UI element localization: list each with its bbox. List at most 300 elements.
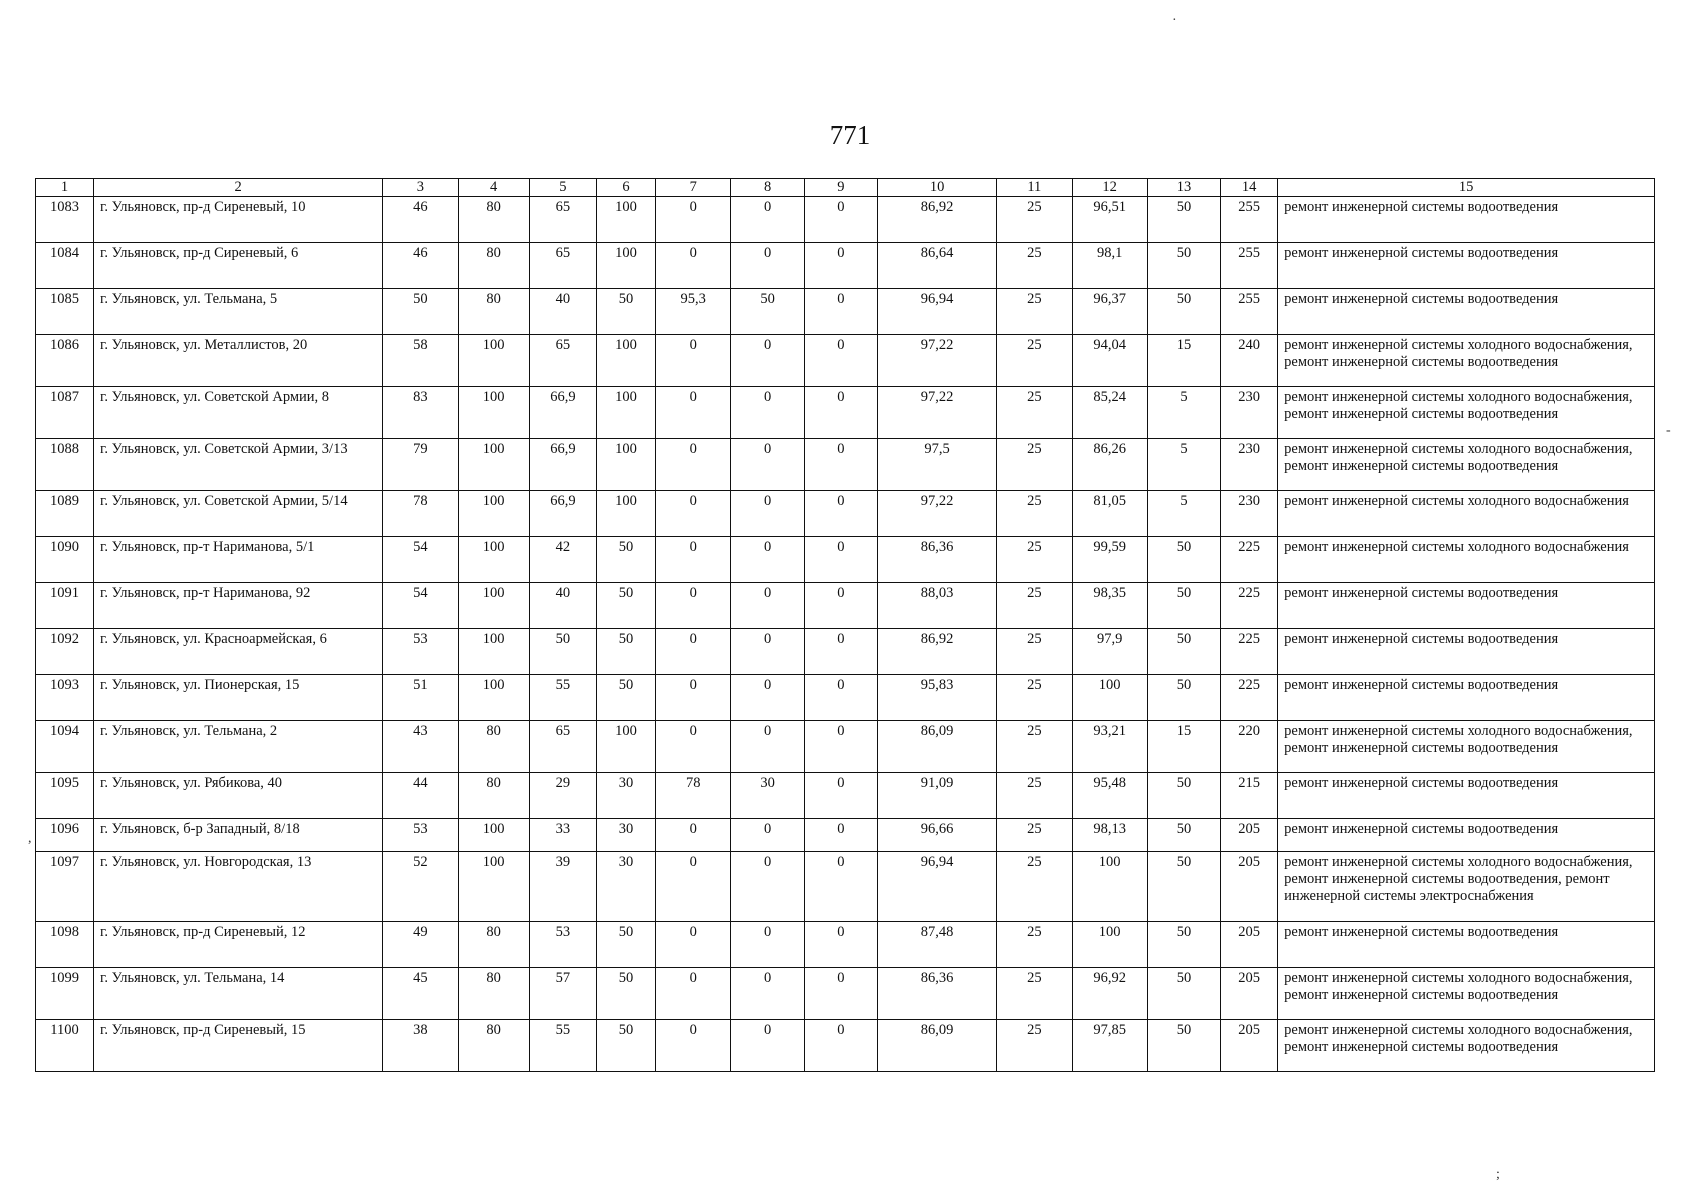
value-cell-12: 81,05 xyxy=(1072,491,1147,537)
value-cell-14: 225 xyxy=(1221,537,1278,583)
row-number-cell: 1097 xyxy=(36,852,94,922)
value-cell-4: 100 xyxy=(458,852,529,922)
address-cell: г. Ульяновск, ул. Советской Армии, 3/13 xyxy=(94,439,383,491)
value-cell-4: 80 xyxy=(458,289,529,335)
value-cell-3: 49 xyxy=(383,922,458,968)
value-cell-7: 0 xyxy=(656,1020,731,1072)
value-cell-10: 86,92 xyxy=(878,197,997,243)
address-cell: г. Ульяновск, пр-д Сиреневый, 10 xyxy=(94,197,383,243)
value-cell-6: 50 xyxy=(597,968,656,1020)
value-cell-10: 86,36 xyxy=(878,537,997,583)
value-cell-11: 25 xyxy=(997,197,1072,243)
value-cell-6: 30 xyxy=(597,819,656,852)
value-cell-11: 25 xyxy=(997,852,1072,922)
column-number-header: 13 xyxy=(1147,179,1220,197)
page-number: 771 xyxy=(829,120,871,150)
row-number-cell: 1090 xyxy=(36,537,94,583)
repair-works-cell: ремонт инженерной системы водоотведения xyxy=(1278,243,1655,289)
column-number-header: 9 xyxy=(804,179,877,197)
value-cell-5: 42 xyxy=(529,537,596,583)
column-number-header: 10 xyxy=(878,179,997,197)
value-cell-11: 25 xyxy=(997,922,1072,968)
row-number-cell: 1096 xyxy=(36,819,94,852)
value-cell-10: 88,03 xyxy=(878,583,997,629)
value-cell-3: 43 xyxy=(383,721,458,773)
value-cell-10: 96,94 xyxy=(878,852,997,922)
value-cell-4: 80 xyxy=(458,1020,529,1072)
value-cell-5: 55 xyxy=(529,1020,596,1072)
scan-speck: ; xyxy=(1496,1167,1500,1182)
value-cell-12: 100 xyxy=(1072,675,1147,721)
value-cell-9: 0 xyxy=(804,197,877,243)
row-number-cell: 1098 xyxy=(36,922,94,968)
address-cell: г. Ульяновск, пр-т Нариманова, 92 xyxy=(94,583,383,629)
value-cell-11: 25 xyxy=(997,968,1072,1020)
value-cell-7: 0 xyxy=(656,968,731,1020)
value-cell-5: 66,9 xyxy=(529,387,596,439)
value-cell-11: 25 xyxy=(997,675,1072,721)
value-cell-7: 0 xyxy=(656,197,731,243)
value-cell-7: 95,3 xyxy=(656,289,731,335)
value-cell-13: 50 xyxy=(1147,629,1220,675)
value-cell-5: 65 xyxy=(529,243,596,289)
value-cell-9: 0 xyxy=(804,439,877,491)
value-cell-14: 230 xyxy=(1221,491,1278,537)
value-cell-3: 78 xyxy=(383,491,458,537)
value-cell-11: 25 xyxy=(997,629,1072,675)
repair-works-cell: ремонт инженерной системы холодного водоснабжения, ремонт инженерной системы водоотведения xyxy=(1278,968,1655,1020)
table-row xyxy=(36,243,1655,289)
row-number-cell: 1085 xyxy=(36,289,94,335)
value-cell-13: 5 xyxy=(1147,491,1220,537)
value-cell-13: 5 xyxy=(1147,439,1220,491)
value-cell-13: 15 xyxy=(1147,335,1220,387)
value-cell-7: 78 xyxy=(656,773,731,819)
value-cell-9: 0 xyxy=(804,289,877,335)
value-cell-13: 50 xyxy=(1147,852,1220,922)
value-cell-13: 50 xyxy=(1147,537,1220,583)
value-cell-8: 0 xyxy=(731,387,804,439)
row-number-cell: 1086 xyxy=(36,335,94,387)
value-cell-3: 51 xyxy=(383,675,458,721)
address-cell: г. Ульяновск, ул. Советской Армии, 5/14 xyxy=(94,491,383,537)
value-cell-14: 205 xyxy=(1221,852,1278,922)
value-cell-12: 96,92 xyxy=(1072,968,1147,1020)
row-number-cell: 1084 xyxy=(36,243,94,289)
value-cell-13: 50 xyxy=(1147,922,1220,968)
value-cell-3: 53 xyxy=(383,629,458,675)
value-cell-14: 220 xyxy=(1221,721,1278,773)
table-row xyxy=(36,721,1655,773)
table-row xyxy=(36,1020,1655,1072)
value-cell-14: 255 xyxy=(1221,243,1278,289)
value-cell-10: 97,5 xyxy=(878,439,997,491)
value-cell-9: 0 xyxy=(804,387,877,439)
value-cell-13: 50 xyxy=(1147,675,1220,721)
value-cell-12: 98,35 xyxy=(1072,583,1147,629)
value-cell-8: 0 xyxy=(731,819,804,852)
value-cell-11: 25 xyxy=(997,819,1072,852)
value-cell-8: 50 xyxy=(731,289,804,335)
value-cell-13: 15 xyxy=(1147,721,1220,773)
value-cell-4: 80 xyxy=(458,968,529,1020)
repair-works-cell: ремонт инженерной системы водоотведения xyxy=(1278,922,1655,968)
value-cell-5: 50 xyxy=(529,629,596,675)
value-cell-8: 0 xyxy=(731,675,804,721)
value-cell-9: 0 xyxy=(804,773,877,819)
value-cell-4: 100 xyxy=(458,675,529,721)
value-cell-10: 86,36 xyxy=(878,968,997,1020)
value-cell-7: 0 xyxy=(656,721,731,773)
value-cell-11: 25 xyxy=(997,583,1072,629)
table-row xyxy=(36,439,1655,491)
value-cell-4: 100 xyxy=(458,819,529,852)
value-cell-5: 40 xyxy=(529,289,596,335)
value-cell-5: 53 xyxy=(529,922,596,968)
value-cell-4: 100 xyxy=(458,335,529,387)
column-number-header: 12 xyxy=(1072,179,1147,197)
repair-works-cell: ремонт инженерной системы холодного водоснабжения, ремонт инженерной системы водоотведения xyxy=(1278,1020,1655,1072)
value-cell-9: 0 xyxy=(804,629,877,675)
value-cell-3: 38 xyxy=(383,1020,458,1072)
repair-works-cell: ремонт инженерной системы водоотведения xyxy=(1278,675,1655,721)
value-cell-12: 96,37 xyxy=(1072,289,1147,335)
value-cell-3: 46 xyxy=(383,243,458,289)
value-cell-9: 0 xyxy=(804,968,877,1020)
column-number-header: 2 xyxy=(94,179,383,197)
value-cell-12: 93,21 xyxy=(1072,721,1147,773)
value-cell-7: 0 xyxy=(656,819,731,852)
value-cell-9: 0 xyxy=(804,675,877,721)
row-number-cell: 1099 xyxy=(36,968,94,1020)
value-cell-4: 100 xyxy=(458,387,529,439)
value-cell-10: 86,92 xyxy=(878,629,997,675)
address-cell: г. Ульяновск, ул. Новгородская, 13 xyxy=(94,852,383,922)
table-row xyxy=(36,675,1655,721)
value-cell-4: 80 xyxy=(458,721,529,773)
value-cell-13: 50 xyxy=(1147,819,1220,852)
value-cell-5: 65 xyxy=(529,721,596,773)
value-cell-13: 50 xyxy=(1147,968,1220,1020)
address-cell: г. Ульяновск, ул. Металлистов, 20 xyxy=(94,335,383,387)
value-cell-4: 80 xyxy=(458,197,529,243)
value-cell-10: 86,09 xyxy=(878,1020,997,1072)
address-cell: г. Ульяновск, ул. Рябикова, 40 xyxy=(94,773,383,819)
value-cell-8: 0 xyxy=(731,922,804,968)
repair-works-cell: ремонт инженерной системы холодного водоснабжения xyxy=(1278,537,1655,583)
table-row xyxy=(36,968,1655,1020)
value-cell-9: 0 xyxy=(804,819,877,852)
value-cell-3: 53 xyxy=(383,819,458,852)
repair-works-cell: ремонт инженерной системы водоотведения xyxy=(1278,773,1655,819)
value-cell-3: 79 xyxy=(383,439,458,491)
value-cell-11: 25 xyxy=(997,773,1072,819)
value-cell-8: 0 xyxy=(731,439,804,491)
value-cell-7: 0 xyxy=(656,852,731,922)
value-cell-3: 83 xyxy=(383,387,458,439)
value-cell-12: 97,9 xyxy=(1072,629,1147,675)
value-cell-14: 215 xyxy=(1221,773,1278,819)
value-cell-14: 205 xyxy=(1221,922,1278,968)
table-row xyxy=(36,922,1655,968)
address-cell: г. Ульяновск, ул. Советской Армии, 8 xyxy=(94,387,383,439)
address-cell: г. Ульяновск, ул. Тельмана, 2 xyxy=(94,721,383,773)
value-cell-10: 97,22 xyxy=(878,387,997,439)
row-number-cell: 1089 xyxy=(36,491,94,537)
value-cell-6: 100 xyxy=(597,721,656,773)
repair-works-cell: ремонт инженерной системы холодного водоснабжения, ремонт инженерной системы водоотведения xyxy=(1278,721,1655,773)
value-cell-13: 50 xyxy=(1147,773,1220,819)
value-cell-4: 100 xyxy=(458,439,529,491)
scan-speck: - xyxy=(1666,423,1671,438)
value-cell-6: 30 xyxy=(597,852,656,922)
row-number-cell: 1093 xyxy=(36,675,94,721)
value-cell-7: 0 xyxy=(656,537,731,583)
value-cell-4: 100 xyxy=(458,537,529,583)
value-cell-14: 225 xyxy=(1221,629,1278,675)
table-body xyxy=(36,197,1655,1072)
value-cell-6: 100 xyxy=(597,387,656,439)
value-cell-13: 50 xyxy=(1147,1020,1220,1072)
value-cell-12: 100 xyxy=(1072,852,1147,922)
value-cell-3: 45 xyxy=(383,968,458,1020)
repair-works-cell: ремонт инженерной системы холодного водоснабжения, ремонт инженерной системы водоотведения xyxy=(1278,335,1655,387)
value-cell-8: 0 xyxy=(731,852,804,922)
value-cell-9: 0 xyxy=(804,335,877,387)
address-cell: г. Ульяновск, пр-т Нариманова, 5/1 xyxy=(94,537,383,583)
table-row xyxy=(36,387,1655,439)
scan-speck: · xyxy=(1172,13,1177,28)
repair-works-cell: ремонт инженерной системы водоотведения xyxy=(1278,819,1655,852)
row-number-cell: 1095 xyxy=(36,773,94,819)
value-cell-8: 0 xyxy=(731,537,804,583)
value-cell-12: 98,1 xyxy=(1072,243,1147,289)
value-cell-13: 50 xyxy=(1147,197,1220,243)
value-cell-14: 230 xyxy=(1221,387,1278,439)
value-cell-12: 86,26 xyxy=(1072,439,1147,491)
value-cell-7: 0 xyxy=(656,243,731,289)
value-cell-3: 54 xyxy=(383,583,458,629)
value-cell-11: 25 xyxy=(997,335,1072,387)
value-cell-14: 255 xyxy=(1221,289,1278,335)
value-cell-7: 0 xyxy=(656,491,731,537)
value-cell-9: 0 xyxy=(804,852,877,922)
column-number-header: 7 xyxy=(656,179,731,197)
value-cell-9: 0 xyxy=(804,243,877,289)
value-cell-9: 0 xyxy=(804,721,877,773)
value-cell-12: 85,24 xyxy=(1072,387,1147,439)
row-number-cell: 1091 xyxy=(36,583,94,629)
value-cell-4: 80 xyxy=(458,243,529,289)
value-cell-12: 97,85 xyxy=(1072,1020,1147,1072)
value-cell-5: 57 xyxy=(529,968,596,1020)
value-cell-14: 205 xyxy=(1221,968,1278,1020)
value-cell-4: 100 xyxy=(458,491,529,537)
value-cell-11: 25 xyxy=(997,289,1072,335)
value-cell-3: 46 xyxy=(383,197,458,243)
value-cell-3: 58 xyxy=(383,335,458,387)
value-cell-12: 96,51 xyxy=(1072,197,1147,243)
address-cell: г. Ульяновск, пр-д Сиреневый, 12 xyxy=(94,922,383,968)
table-row xyxy=(36,852,1655,922)
value-cell-8: 0 xyxy=(731,197,804,243)
value-cell-11: 25 xyxy=(997,491,1072,537)
value-cell-4: 80 xyxy=(458,922,529,968)
repair-works-cell: ремонт инженерной системы водоотведения xyxy=(1278,197,1655,243)
repair-works-cell: ремонт инженерной системы холодного водоснабжения, ремонт инженерной системы водоотведения xyxy=(1278,387,1655,439)
column-number-header: 4 xyxy=(458,179,529,197)
address-cell: г. Ульяновск, ул. Красноармейская, 6 xyxy=(94,629,383,675)
value-cell-5: 39 xyxy=(529,852,596,922)
value-cell-8: 0 xyxy=(731,629,804,675)
column-number-header: 14 xyxy=(1221,179,1278,197)
value-cell-3: 44 xyxy=(383,773,458,819)
table-row xyxy=(36,491,1655,537)
value-cell-6: 100 xyxy=(597,243,656,289)
registry-table xyxy=(35,178,1655,1072)
table-row xyxy=(36,537,1655,583)
address-cell: г. Ульяновск, пр-д Сиреневый, 15 xyxy=(94,1020,383,1072)
value-cell-5: 40 xyxy=(529,583,596,629)
scan-speck: , xyxy=(28,831,32,846)
value-cell-6: 50 xyxy=(597,675,656,721)
value-cell-8: 0 xyxy=(731,968,804,1020)
value-cell-12: 98,13 xyxy=(1072,819,1147,852)
value-cell-7: 0 xyxy=(656,335,731,387)
value-cell-5: 66,9 xyxy=(529,491,596,537)
value-cell-8: 0 xyxy=(731,1020,804,1072)
value-cell-6: 100 xyxy=(597,439,656,491)
row-number-cell: 1087 xyxy=(36,387,94,439)
value-cell-5: 66,9 xyxy=(529,439,596,491)
column-number-row xyxy=(36,179,1655,197)
value-cell-9: 0 xyxy=(804,922,877,968)
value-cell-6: 30 xyxy=(597,773,656,819)
address-cell: г. Ульяновск, б-р Западный, 8/18 xyxy=(94,819,383,852)
value-cell-12: 95,48 xyxy=(1072,773,1147,819)
column-number-header: 11 xyxy=(997,179,1072,197)
value-cell-7: 0 xyxy=(656,629,731,675)
table-row xyxy=(36,773,1655,819)
value-cell-4: 100 xyxy=(458,629,529,675)
value-cell-14: 205 xyxy=(1221,819,1278,852)
value-cell-8: 0 xyxy=(731,721,804,773)
column-number-header: 5 xyxy=(529,179,596,197)
value-cell-7: 0 xyxy=(656,675,731,721)
value-cell-12: 94,04 xyxy=(1072,335,1147,387)
value-cell-4: 80 xyxy=(458,773,529,819)
repair-works-cell: ремонт инженерной системы холодного водоснабжения xyxy=(1278,491,1655,537)
value-cell-6: 50 xyxy=(597,537,656,583)
row-number-cell: 1094 xyxy=(36,721,94,773)
value-cell-10: 86,09 xyxy=(878,721,997,773)
value-cell-10: 96,66 xyxy=(878,819,997,852)
value-cell-4: 100 xyxy=(458,583,529,629)
value-cell-7: 0 xyxy=(656,583,731,629)
value-cell-6: 100 xyxy=(597,197,656,243)
value-cell-9: 0 xyxy=(804,583,877,629)
value-cell-11: 25 xyxy=(997,1020,1072,1072)
address-cell: г. Ульяновск, ул. Пионерская, 15 xyxy=(94,675,383,721)
value-cell-3: 52 xyxy=(383,852,458,922)
value-cell-5: 65 xyxy=(529,197,596,243)
value-cell-10: 87,48 xyxy=(878,922,997,968)
value-cell-13: 5 xyxy=(1147,387,1220,439)
table-row xyxy=(36,583,1655,629)
value-cell-13: 50 xyxy=(1147,243,1220,289)
value-cell-6: 50 xyxy=(597,1020,656,1072)
table-row xyxy=(36,197,1655,243)
repair-works-cell: ремонт инженерной системы холодного водоснабжения, ремонт инженерной системы водоотведения xyxy=(1278,439,1655,491)
value-cell-9: 0 xyxy=(804,537,877,583)
value-cell-14: 225 xyxy=(1221,675,1278,721)
value-cell-14: 230 xyxy=(1221,439,1278,491)
address-cell: г. Ульяновск, ул. Тельмана, 14 xyxy=(94,968,383,1020)
value-cell-9: 0 xyxy=(804,1020,877,1072)
value-cell-3: 50 xyxy=(383,289,458,335)
address-cell: г. Ульяновск, ул. Тельмана, 5 xyxy=(94,289,383,335)
value-cell-13: 50 xyxy=(1147,289,1220,335)
column-number-header: 15 xyxy=(1278,179,1655,197)
repair-works-cell: ремонт инженерной системы водоотведения xyxy=(1278,583,1655,629)
value-cell-5: 33 xyxy=(529,819,596,852)
value-cell-11: 25 xyxy=(997,721,1072,773)
value-cell-5: 65 xyxy=(529,335,596,387)
value-cell-10: 97,22 xyxy=(878,491,997,537)
value-cell-10: 91,09 xyxy=(878,773,997,819)
value-cell-11: 25 xyxy=(997,439,1072,491)
value-cell-5: 29 xyxy=(529,773,596,819)
value-cell-8: 30 xyxy=(731,773,804,819)
repair-works-cell: ремонт инженерной системы водоотведения xyxy=(1278,289,1655,335)
value-cell-8: 0 xyxy=(731,491,804,537)
value-cell-11: 25 xyxy=(997,537,1072,583)
value-cell-14: 240 xyxy=(1221,335,1278,387)
value-cell-11: 25 xyxy=(997,243,1072,289)
value-cell-6: 50 xyxy=(597,289,656,335)
row-number-cell: 1088 xyxy=(36,439,94,491)
row-number-cell: 1100 xyxy=(36,1020,94,1072)
row-number-cell: 1083 xyxy=(36,197,94,243)
value-cell-8: 0 xyxy=(731,583,804,629)
column-number-header: 6 xyxy=(597,179,656,197)
value-cell-6: 50 xyxy=(597,583,656,629)
value-cell-11: 25 xyxy=(997,387,1072,439)
value-cell-9: 0 xyxy=(804,491,877,537)
value-cell-7: 0 xyxy=(656,922,731,968)
value-cell-7: 0 xyxy=(656,439,731,491)
value-cell-14: 255 xyxy=(1221,197,1278,243)
value-cell-8: 0 xyxy=(731,243,804,289)
value-cell-6: 100 xyxy=(597,491,656,537)
address-cell: г. Ульяновск, пр-д Сиреневый, 6 xyxy=(94,243,383,289)
value-cell-8: 0 xyxy=(731,335,804,387)
value-cell-6: 50 xyxy=(597,629,656,675)
repair-works-cell: ремонт инженерной системы холодного водоснабжения, ремонт инженерной системы водоотведения, ремонт инженерной системы электроснабжения xyxy=(1278,852,1655,922)
value-cell-3: 54 xyxy=(383,537,458,583)
column-number-header: 8 xyxy=(731,179,804,197)
row-number-cell: 1092 xyxy=(36,629,94,675)
table-row xyxy=(36,629,1655,675)
repair-works-cell: ремонт инженерной системы водоотведения xyxy=(1278,629,1655,675)
table-row xyxy=(36,289,1655,335)
value-cell-14: 225 xyxy=(1221,583,1278,629)
value-cell-10: 96,94 xyxy=(878,289,997,335)
value-cell-12: 99,59 xyxy=(1072,537,1147,583)
value-cell-14: 205 xyxy=(1221,1020,1278,1072)
value-cell-10: 97,22 xyxy=(878,335,997,387)
value-cell-7: 0 xyxy=(656,387,731,439)
